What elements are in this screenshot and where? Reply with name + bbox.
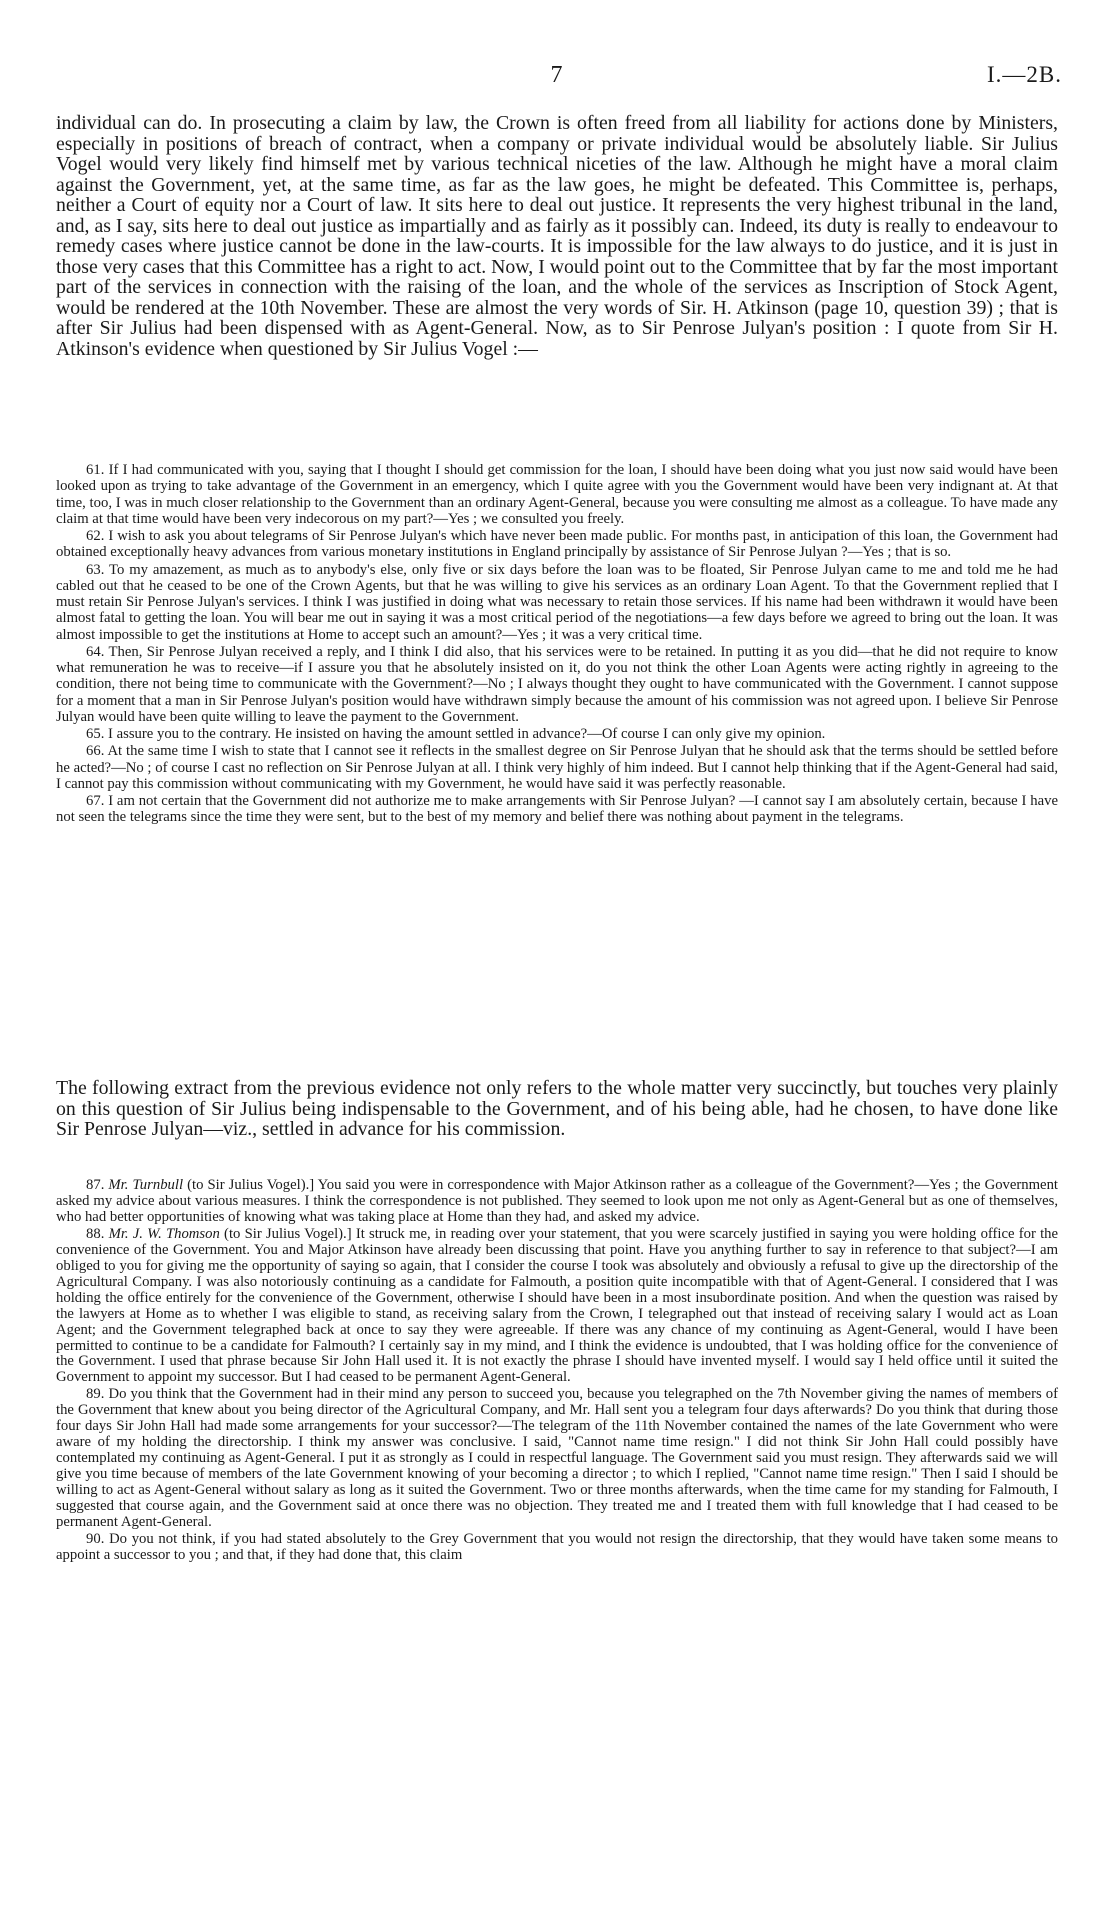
question-text: It struck me, in reading over your statement, that you were scarcely justified in saying you were holding office for the convenience of the Government. You and Major Atkinson have already been discussing that point. Have you anything further to say in reference to that subject?—I am obliged to you for giving me the opportunity of saying so again, that I consider the course I took was absolutely and obviously a refusal to give up the directorship of the Agricultural Company. I was also notoriously continuing as a candidate for Falmouth, a position quite incompatible with that of Agent-General. I considered that I was holding the office entirely for the convenience of the Government, otherwise I should have been in a most insubordinate position. And when the question was raised by the lawyers at Home as to whether I was eligible to stand, as receiving salary from the Crown, I telegraphed out that instead of receiving salary I would act as Loan Agent; and the Government telegraphed back at once to say they were agreeable. If there was any chance of my continuing as Agent-General, would I have been permitted to continue to be a candidate for Falmouth? I certainly say in my mind, and I think the evidence is undoubted, that I was holding office for the convenience of the Government. I used that phrase because Sir John Hall used it. It is not exactly the phrase I should have invented myself. I would say I held office until it suited the Government to appoint my successor. But I had ceased to be permanent Agent-General. xyxy=(56,1225,1059,1386)
speaker-prefix: (to Sir Julius Vogel).] xyxy=(187,1177,315,1193)
question-text: Do you think that the Government had in their mind any person to succeed you, because you telegraphed on the 7th November giving the names of members of the Government that knew about you being director of the Agricultural Company, and Mr. Hall sent you a telegram four days afterwards? Do you think that during those four days Sir John Hall had made some arrangements for your successor?—The telegram of the 11th November contained the names of the late Government who were aware of my holding the directorship. I think my answer was conclusive. I said, "Cannot name time resign." I did not think Sir John Hall could possibly have contemplated my continuing as Agent-General. I put it as strongly as I could in respectful language. The Government said you must resign. They afterwards said we will give you time because of members of the late Government knowing of your becoming a director ; to which I replied, "Cannot name time resign." Then I said I should be willing to act as Agent-General without salary as long as it suited the Government. Two or three months afterwards, when the time came for my standing for Falmouth, I suggested that course again, and the Government said at once there was no objection. They treated me and I treated them with full knowledge that I had ceased to be permanent Agent-General. xyxy=(56,1386,1059,1531)
question-90 xyxy=(56,1532,1058,1564)
question-67: 67. I am not certain that the Government did not authorize me to make arrangements with Sir Penrose Julyan? —I cannot say I am absolutely certain, because I have not seen the telegrams since the time they were sent, but to the best of my memory and belief there was nothing about payment in the telegrams. xyxy=(56,793,1058,826)
middle-paragraph: The following extract from the previous evidence not only refers to the whole matter very succinctly, but touches very plainly on this question of Sir Julius being indispensable to the Government, and of his being able, had he chosen, to have done like Sir Penrose Julyan—viz., settled in advance for his commission. xyxy=(56,1077,1058,1140)
question-89 xyxy=(56,1387,1058,1531)
page-number: 7 xyxy=(550,62,564,88)
question-62: 62. I wish to ask you about telegrams of Sir Penrose Julyan's which have never been made public. For months past, in anticipation of this loan, the Government had obtained exceptionally heavy advances from various monetary institutions in England principally by assistance of Sir Penrose Julyan ?—Yes ; that is so. xyxy=(56,528,1058,561)
speaker-name: Mr. Turnbull xyxy=(108,1177,184,1193)
question-88 xyxy=(56,1227,1058,1387)
speaker-prefix: (to Sir Julius Vogel).] xyxy=(224,1225,352,1242)
question-text: You said you were in correspondence with Major Atkinson rather as a colleague of the Government?—Yes ; the Government asked my advice about various measures. I think the correspondence is not published. They seemed to look upon me not only as Agent-General but as one of themselves, who had better opportunities of knowing what was taking place at Home than they had, and asked my advice. xyxy=(56,1177,1058,1225)
opening-paragraph: individual can do. In prosecuting a claim by law, the Crown is often freed from all liability for actions done by Ministers, especially in positions of breach of contract, when a company or private individual would be absolutely liable. Sir Julius Vogel would very likely find himself met by various technical niceties of the law. Although he might have a moral claim against the Government, yet, at the same time, as far as the law goes, he might be defeated. This Committee is, perhaps, neither a Court of equity nor a Court of law. It sits here to deal out justice. It represents the very highest tribunal in the land, and, as I say, sits here to deal out justice as impartially and as fairly as it possibly can. Indeed, its duty is really to endeavour to remedy cases where justice cannot be done in the law-courts. It is impossible for the law always to do justice, and it is just in those very cases that this Committee has a right to act. Now, I would point out to the Committee that by far the most important part of the services in connection with the raising of the loan, and the whole of the services as Inscription of Stock Agent, would be rendered at the 10th November. These are almost the very words of Sir. H. Atkinson (page 10, question 39) ; that is after Sir Julius had been dispensed with as Agent-General. Now, as to Sir Penrose Julyan's position : I quote from Sir H. Atkinson's evidence when questioned by Sir Julius Vogel :— xyxy=(56,112,1058,360)
speaker-name: Mr. J. W. Thomson xyxy=(108,1225,220,1242)
question-64: 64. Then, Sir Penrose Julyan received a reply, and I think I did also, that his services were to be retained. In putting it as you did—that he did not require to know what remuneration he was to receive—if I assure you that he absolutely insisted on it, do you not think the other Loan Agents were acting rightly in agreeing to the condition, there not being time to communicate with the Government?—No ; I always thought they ought to have communicated with the Government. I cannot suppose for a moment that a man in Sir Penrose Julyan's position would have withdrawn simply because the amount of his commission was not agreed upon. I believe Sir Penrose Julyan would have been quite willing to leave the payment to the Government. xyxy=(56,643,1058,725)
question-63: 63. To my amazement, as much as to anybody's else, only five or six days before the loan was to be floated, Sir Penrose Julyan came to me and told me he had cabled out that he ceased to be one of the Crown Agents, but that he was willing to give his services as an ordinary Loan Agent. To that the Government replied that I must retain Sir Penrose Julyan's services. I think I was justified in doing what was necessary to retain those services. If his name had been withdrawn it would have been almost fatal to getting the loan. You will bear me out in saying it was a most critical period of the negotiations—a few days before we agreed to bring out the loan. It was almost impossible to get the institutions at Home to accept such an amount?—Yes ; it was a very critical time. xyxy=(56,561,1058,643)
question-61: 61. If I had communicated with you, saying that I thought I should get commission for the loan, I should have been doing what you just now said would have been looked upon as trying to take advantage of the Government in an emergency, which I quite agree with you the Government would have been very indignant at. At that time, too, I was in much closer relationship to the Government than an ordinary Agent-General, because you were consulting me almost as a colleague. To have made any claim at that time would have been very indecorous on my part?—Yes ; we consulted you freely. xyxy=(56,462,1058,527)
question-number: 88. xyxy=(86,1225,105,1242)
document-reference: I.—2B. xyxy=(987,62,1062,87)
evidence-block-2 xyxy=(56,1178,1058,1565)
evidence-block-1 xyxy=(56,462,1058,827)
question-number: 89. xyxy=(86,1386,105,1403)
question-number: 90. xyxy=(86,1530,105,1547)
question-65: 65. I assure you to the contrary. He insisted on having the amount settled in advance?—Of course I can only give my opinion. xyxy=(86,726,826,742)
question-66: 66. At the same time I wish to state that I cannot see it reflects in the smallest degree on Sir Penrose Julyan that he should ask that the terms should be settled before he acted?—No ; of course I cast no reflection on Sir Penrose Julyan at all. I think very highly of him indeed. But I cannot help thinking that if the Agent-General had said, I cannot pay this commission without communicating with my Government, he would have said it was perfectly reasonable. xyxy=(56,743,1058,792)
question-number: 87. xyxy=(86,1177,105,1193)
question-text: Do you not think, if you had stated absolutely to the Grey Government that you would not resign the directorship, that they would have taken some means to appoint a successor to you ; and that, if they had done that, this claim xyxy=(56,1530,1058,1563)
question-87 xyxy=(56,1178,1058,1226)
